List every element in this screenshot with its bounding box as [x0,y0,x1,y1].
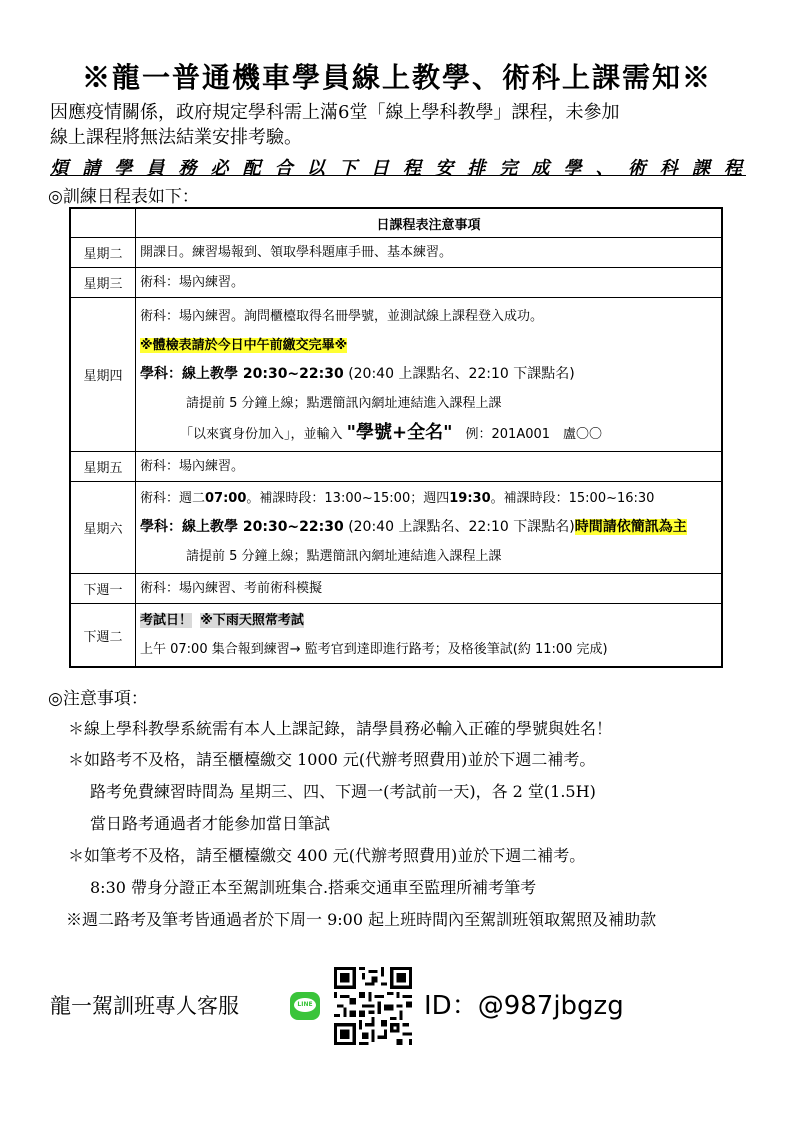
qr-code-icon[interactable] [334,967,412,1045]
note-item: 8:30 帶身分證正本至駕訓班集合.搭乘交通車至監理所補考筆考 [90,878,537,897]
table-row [70,604,722,668]
row-text: 術科：場內練習、考前術科模擬 [140,581,323,596]
example-text: 例：201A001 盧〇〇 [465,427,603,442]
page-title: ※龍一普通機車學員線上教學、術科上課需知※ [81,61,712,94]
exam-day-label: 考試日！ [140,613,193,628]
schedule-header-row [70,208,722,238]
line-id: ID：@987jbgzg [424,991,624,1021]
note-item: 當日路考通過者才能參加當日筆試 [90,814,331,833]
line-app-icon[interactable] [290,992,320,1020]
table-row [70,452,722,482]
schedule-header: 日課程表注意事項 [136,208,723,238]
health-form-notice: ※體檢表請於今日中午前繳交完畢※ [140,338,348,353]
row-text: 術科：場內練習。 [140,275,245,290]
intro-line-1: 因應疫情關係，政府規定學科需上滿6堂「線上學科教學」課程，未參加 [50,102,620,123]
online-class-time: 學科：線上教學 20:30~22:30 [140,366,344,382]
student-id-name: "學號+全名" [346,422,453,443]
sms-time-notice: 時間請依簡訊為主 [574,519,687,535]
schedule-heading: ◎訓練日程表如下： [48,187,199,207]
day-label: 星期六 [70,482,136,574]
rollcall-times: (20:40 上課點名、22:10 下課點名) [348,519,575,535]
rollcall-times: (20:40 上課點名、22:10 下課點名) [348,366,575,382]
note-item: ＊如筆考不及格，請至櫃檯繳交 400 元(代辦考照費用)並於下週二補考。 [68,846,586,865]
row-text: 開課日。練習場報到、領取學科題庫手冊、基本練習。 [140,245,453,260]
note-item: ＊如路考不及格，請至櫃檯繳交 1000 元(代辦考照費用)並於下週二補考。 [68,750,596,769]
table-row [70,238,722,268]
day-label: 下週二 [70,604,136,668]
day-label: 星期五 [70,452,136,482]
schedule-table [69,207,723,668]
table-row: 星期六 術科：週二07:00。補課時段：13:00~15:00；週四19:30。補課時段：15:00~16:30 學科：線上教學 20:30~22:30 (20:40 上課點名、22:10 下課點名)時間請依簡訊為主 請提前 5 分鐘上線；點選簡訊內網址連結進入課程上課 [70,482,722,574]
day-label: 下週一 [70,574,136,604]
join-instruction: 「以來賓身份加入」，並輸入 [180,427,343,442]
table-row [70,268,722,298]
row-text: 請提前 5 分鐘上線；點選簡訊內網址連結進入課程上課 [186,396,502,411]
row-text: 術科：場內練習。詢問櫃檯取得名冊學號，並測試線上課程登入成功。 [140,309,544,324]
row-text: 請提前 5 分鐘上線；點選簡訊內網址連結進入課程上課 [186,549,502,564]
day-label: 星期四 [70,298,136,452]
table-row [70,298,722,452]
table-row [70,574,722,604]
note-item: ＊線上學科教學系統需有本人上課記錄，請學員務必輸入正確的學號與姓名！ [68,719,613,738]
note-item: ※週二路考及筆考皆通過者於下周一 9:00 起上班時間內至駕訓班領取駕照及補助款 [66,910,657,929]
online-class-time: 學科：線上教學 20:30~22:30 [140,519,344,535]
intro-paragraph [50,100,750,150]
row-text: 上午 07:00 集合報到練習→ 監考官到達即進行路考；及格後筆試(約 11:00 完成) [140,642,608,657]
rain-notice: ※下雨天照常考試 [200,613,304,628]
notes-heading: ◎注意事項： [48,689,148,709]
emphasis-line: 煩請學員務必配合以下日程安排完成學、術科課程 [50,158,746,179]
row-text: 術科：場內練習。 [140,459,245,474]
line-badge-text: LINE [294,998,316,1012]
customer-service-label: 龍一駕訓班專人客服 [50,994,239,1018]
day-label: 星期三 [70,268,136,298]
note-item: 路考免費練習時間為 星期三、四、下週一(考試前一天)，各 2 堂(1.5H) [90,782,596,801]
day-label: 星期二 [70,238,136,268]
intro-line-2: 線上課程將無法結業安排考驗。 [50,127,302,148]
